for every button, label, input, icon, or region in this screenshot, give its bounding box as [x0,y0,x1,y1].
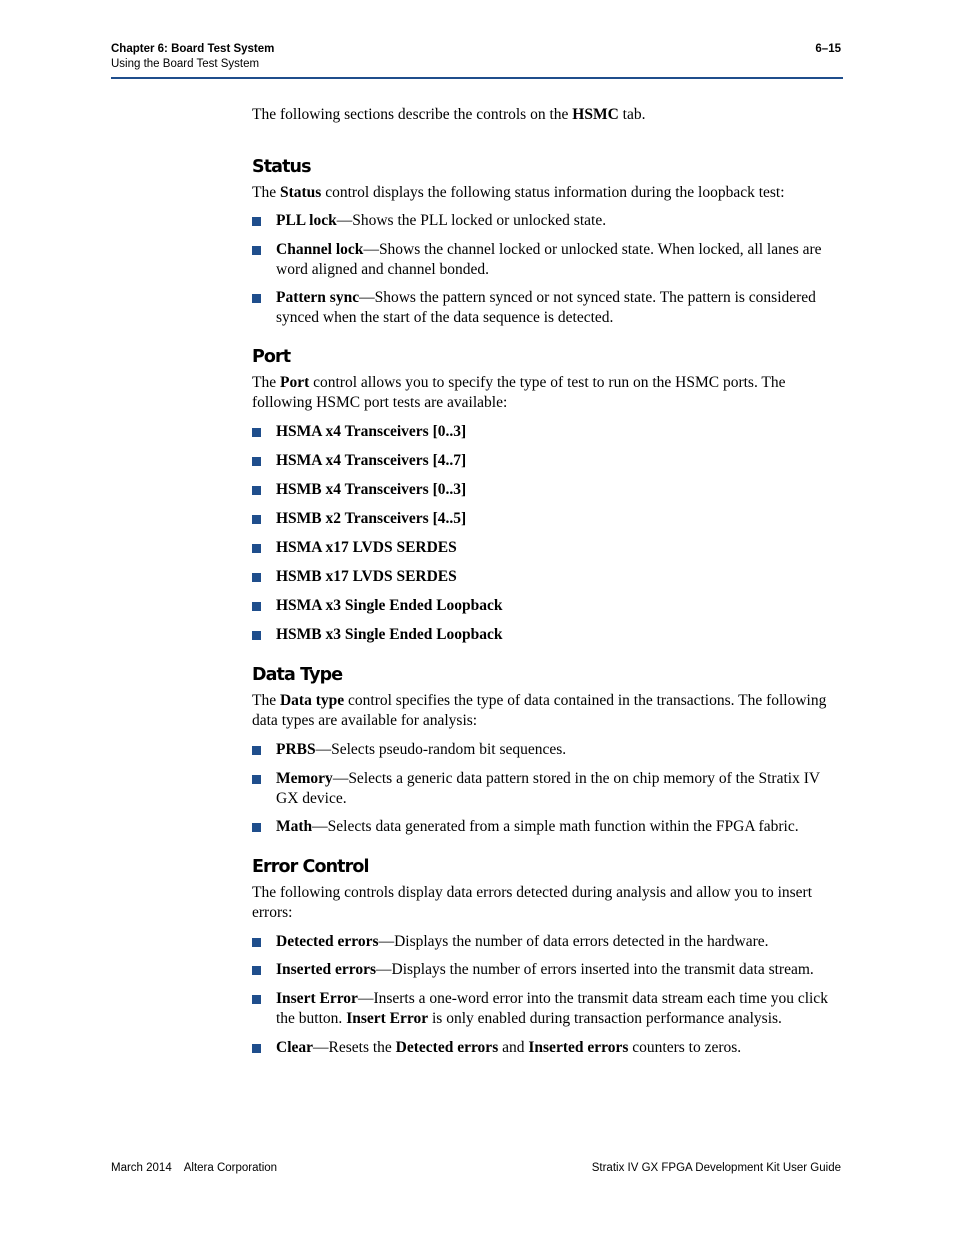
status-desc-text-end: control displays the following status information during the loopback test: [321,184,785,201]
item-text: counters to zeros. [628,1039,742,1056]
bullet-icon [252,486,261,495]
page-footer [111,1161,843,1176]
list-item [252,567,844,587]
bullet-icon [252,217,261,226]
header-rule [111,77,843,79]
page-body [252,105,844,1058]
list-item [252,932,844,952]
data-type-desc-text: The [252,692,280,709]
data-type-desc-text-end: control specifies the type of data contained in the transactions. The following data types are available for analysis: [252,692,827,729]
port-list [252,422,844,645]
intro-text: The following sections describe the controls on the [252,106,573,123]
data-type-heading: Data Type [252,665,343,685]
bullet-icon [252,544,261,553]
item-bold: Insert Error [346,1010,429,1027]
chapter-title: Chapter 6: Board Test System [111,43,275,55]
item-text: —Displays the number of errors inserted into the transmit data stream. [376,961,814,978]
status-desc [252,183,844,203]
bullet-icon [252,457,261,466]
port-item: HSMA x4 Transceivers [4..7] [276,452,467,469]
status-desc-bold: Status [279,184,322,201]
item-term: Math [276,818,313,835]
bullet-icon [252,631,261,640]
bullet-icon [252,1044,261,1053]
item-term: Inserted errors [276,961,377,978]
error-control-desc: The following controls display data errors detected during analysis and allow you to insert errors: [252,884,813,921]
list-item [252,211,844,231]
port-item: HSMA x4 Transceivers [0..3] [276,423,467,440]
item-text: —Shows the PLL locked or unlocked state. [336,212,607,229]
port-item: HSMB x3 Single Ended Loopback [276,626,503,643]
data-type-desc-bold: Data type [279,692,345,709]
page-number: 6–15 [815,43,841,55]
page-header [111,42,843,72]
item-bold: Detected errors [395,1039,499,1056]
item-term: Insert Error [276,990,358,1007]
list-item [252,509,844,529]
item-text: —Selects a generic data pattern stored in the on chip memory of the Stratix IV GX device. [276,770,820,807]
list-item [252,960,844,980]
item-text: —Resets the [313,1039,396,1056]
list-item [252,451,844,471]
list-item [252,1038,844,1058]
bullet-icon [252,966,261,975]
list-item [252,538,844,558]
port-item: HSMB x4 Transceivers [0..3] [276,481,467,498]
item-text: —Shows the pattern synced or not synced state. The pattern is considered synced when the start of the data sequence is detected. [276,289,816,326]
list-item [252,769,844,809]
port-desc [252,373,844,413]
footer-company: Altera Corporation [183,1162,278,1174]
port-desc-bold: Port [279,374,310,391]
bullet-icon [252,823,261,832]
port-item: HSMB x17 LVDS SERDES [276,568,457,585]
port-desc-text: The [252,374,280,391]
port-heading: Port [252,347,291,367]
item-text: is only enabled during transaction performance analysis. [428,1010,782,1027]
item-text: —Displays the number of data errors detected in the hardware. [378,933,769,950]
intro-bold: HSMC [572,106,619,123]
bullet-icon [252,995,261,1004]
list-item [252,625,844,645]
port-item: HSMA x3 Single Ended Loopback [276,597,503,614]
port-desc-text-end: control allows you to specify the type of test to run on the HSMC ports. The following HSMC port tests are available: [252,374,786,411]
item-term: Clear [276,1039,314,1056]
item-term: Memory [276,770,333,787]
list-item [252,288,844,328]
port-item: HSMA x17 LVDS SERDES [276,539,457,556]
item-text: —Selects data generated from a simple math function within the FPGA fabric. [312,818,799,835]
section-subtitle: Using the Board Test System [111,58,260,70]
item-bold: Inserted errors [528,1039,629,1056]
bullet-icon [252,746,261,755]
item-text: —Shows the channel locked or unlocked state. When locked, all lanes are word aligned and channel bonded. [276,241,822,278]
item-term: Detected errors [276,933,379,950]
item-term: PRBS [276,741,316,758]
bullet-icon [252,428,261,437]
error-control-heading: Error Control [252,857,369,877]
intro-paragraph [252,105,844,125]
data-type-list [252,740,844,837]
bullet-icon [252,515,261,524]
list-item [252,596,844,616]
bullet-icon [252,938,261,947]
list-item [252,817,844,837]
footer-doc-title: Stratix IV GX FPGA Development Kit User Guide [591,1162,841,1174]
item-text: —Selects pseudo-random bit sequences. [315,741,567,758]
bullet-icon [252,246,261,255]
footer-date: March 2014 [111,1162,172,1174]
bullet-icon [252,775,261,784]
item-term: Pattern sync [276,289,360,306]
status-heading: Status [252,157,311,177]
item-text: —Inserts a one-word error into the transmit data stream each time you click the button. [276,990,828,1027]
port-item: HSMB x2 Transceivers [4..5] [276,510,467,527]
bullet-icon [252,573,261,582]
bullet-icon [252,602,261,611]
item-term: Channel lock [276,241,364,258]
bullet-icon [252,294,261,303]
list-item [252,480,844,500]
data-type-desc [252,691,844,731]
item-text: and [498,1039,529,1056]
list-item [252,989,844,1029]
error-control-list [252,932,844,1058]
status-desc-text: The [252,184,280,201]
list-item [252,422,844,442]
list-item [252,740,844,760]
status-list [252,211,844,328]
intro-text-end: tab. [618,106,646,123]
list-item [252,240,844,280]
item-term: PLL lock [276,212,337,229]
